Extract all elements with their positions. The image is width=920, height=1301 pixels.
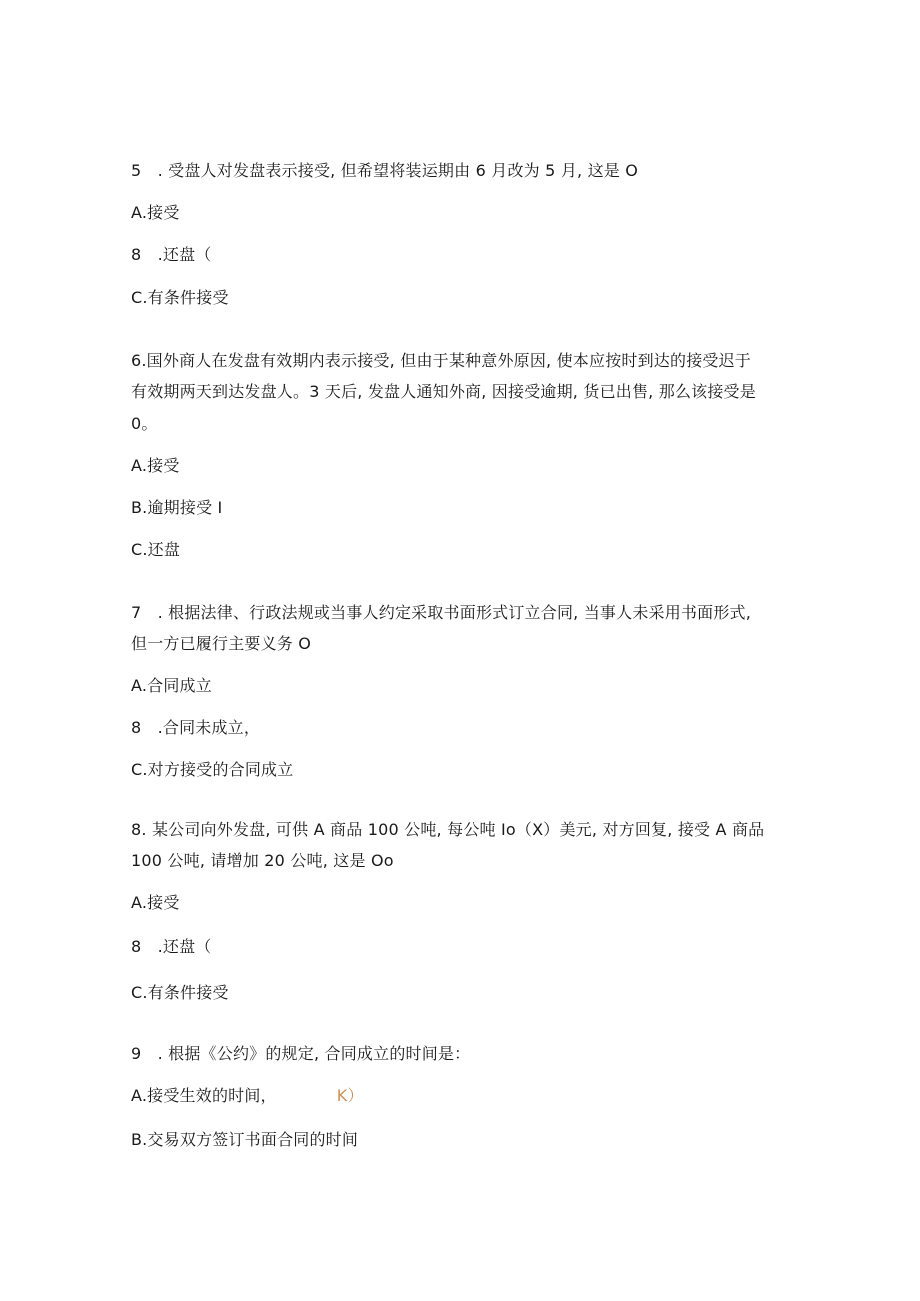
question-8-option-c: C.有条件接受 <box>131 983 229 1002</box>
question-9-option-a-row <box>131 1086 364 1106</box>
question-6-stem-line-2: 有效期两天到达发盘人。3 天后, 发盘人通知外商, 因接受逾期, 货已出售, 那么该接受是 <box>131 382 756 401</box>
question-8-option-a: A.接受 <box>131 893 180 912</box>
question-5-option-b: 8 .还盘（ <box>131 245 212 264</box>
question-8-option-b: 8 .还盘（ <box>131 937 212 956</box>
question-6-stem-line-3: 0。 <box>131 414 158 433</box>
handwritten-answer-mark: K） <box>336 1086 364 1105</box>
question-7-stem-line-1: 7 . 根据法律、行政法规或当事人约定采取书面形式订立合同, 当事人未采用书面形式, <box>131 603 752 622</box>
question-6-option-a: A.接受 <box>131 456 180 475</box>
question-8-stem-line-1: 8. 某公司向外发盘, 可供 A 商品 100 公吨, 每公吨 Io（X）美元, 对方回复, 接受 A 商品 <box>131 820 765 839</box>
question-9-option-a: A.接受生效的时间， <box>131 1086 277 1105</box>
question-7-stem-line-2: 但一方已履行主要义务 O <box>131 634 312 653</box>
question-6-stem-line-1: 6.国外商人在发盘有效期内表示接受, 但由于某种意外原因, 使本应按时到达的接受迟于 <box>131 351 752 370</box>
question-9-stem: 9 . 根据《公约》的规定, 合同成立的时间是： <box>131 1044 471 1063</box>
question-6-option-c: C.还盘 <box>131 540 181 559</box>
question-8-stem-line-2: 100 公吨, 请增加 20 公吨, 这是 Oo <box>131 851 394 870</box>
question-5-option-a: A.接受 <box>131 203 180 222</box>
question-5-stem: 5 . 受盘人对发盘表示接受, 但希望将装运期由 6 月改为 5 月, 这是 O <box>131 161 639 180</box>
question-9-option-b: B.交易双方签订书面合同的时间 <box>131 1130 359 1149</box>
question-7-option-c: C.对方接受的合同成立 <box>131 760 294 779</box>
question-7-option-b: 8 .合同未成立， <box>131 718 261 737</box>
question-5-option-c: C.有条件接受 <box>131 288 229 307</box>
question-6-option-b: B.逾期接受 I <box>131 498 223 517</box>
question-7-option-a: A.合同成立 <box>131 676 212 695</box>
